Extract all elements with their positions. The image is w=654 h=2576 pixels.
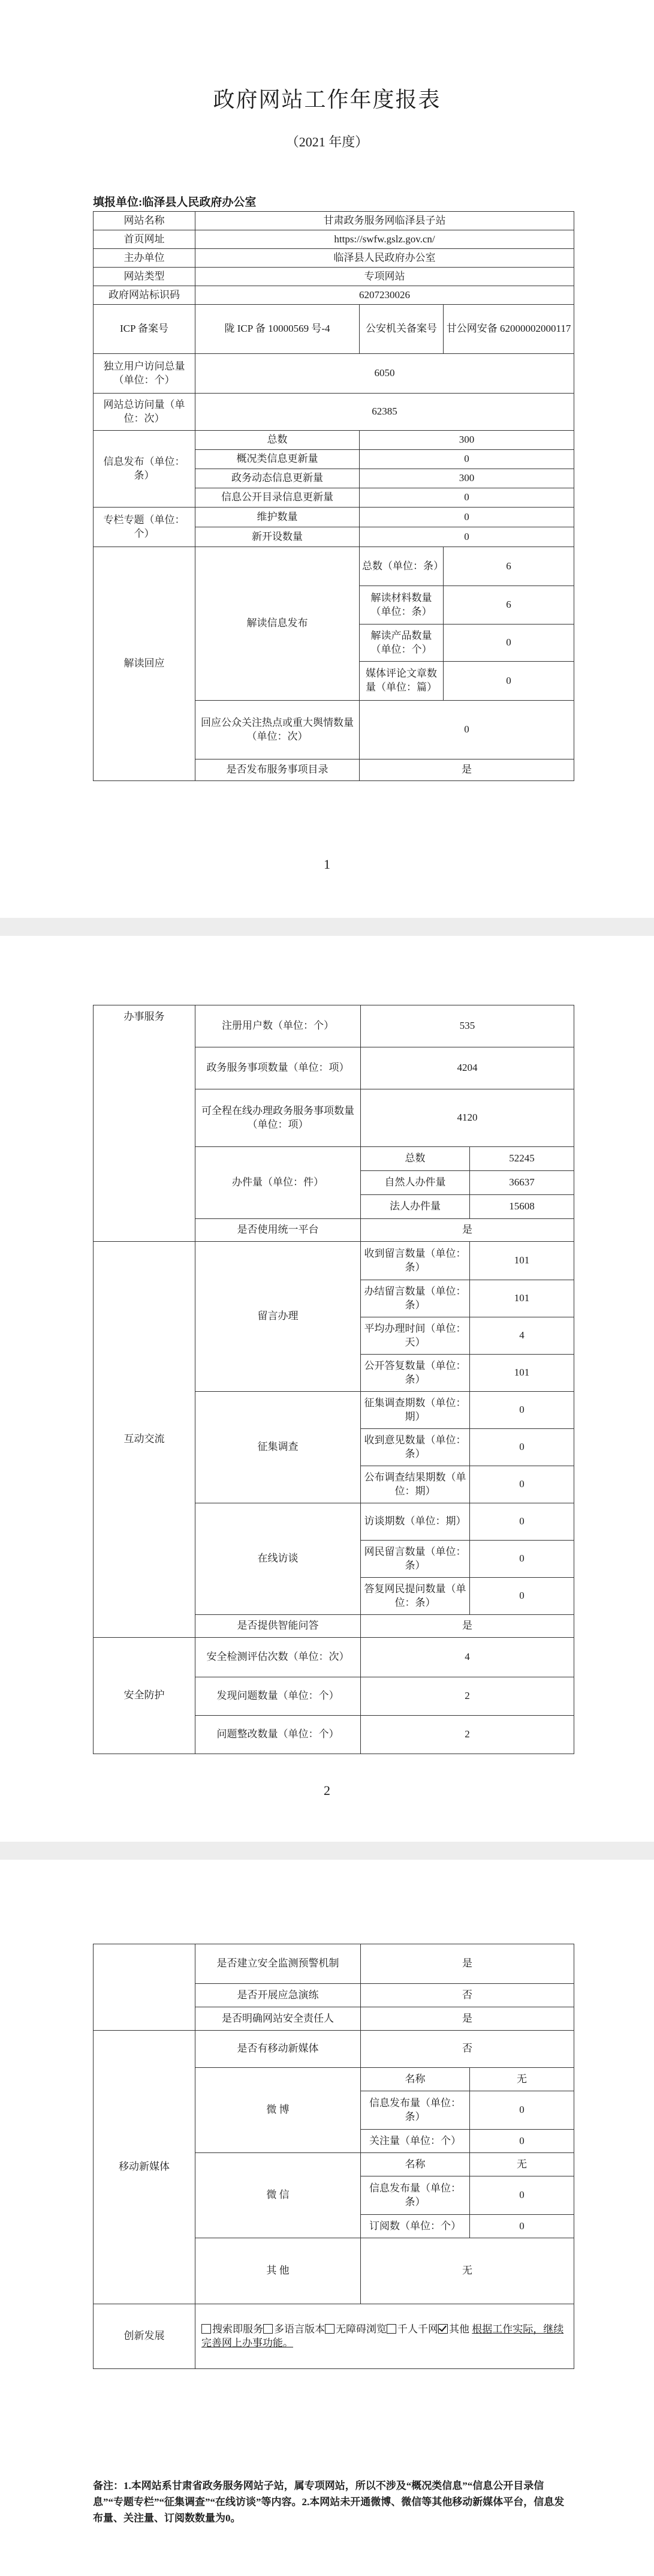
- value-cell: 否: [361, 2031, 574, 2068]
- reporting-unit: 填报单位:临泽县人民政府办公室: [93, 196, 257, 209]
- value-cell: 临泽县人民政府办公室: [195, 249, 574, 268]
- table-row: [94, 2031, 574, 2068]
- label-cell: 主办单位: [94, 249, 195, 268]
- table-row: [94, 508, 574, 527]
- value-cell: 0: [444, 662, 574, 701]
- label-cell: 新开设数量: [195, 527, 360, 547]
- value-cell: 甘肃政务服务网临泽县子站: [195, 212, 574, 230]
- value-cell: 甘公网安备 62000002000117: [444, 305, 574, 354]
- checkbox-icon[interactable]: [325, 2324, 334, 2334]
- basic-info-table: [93, 211, 574, 781]
- page-number: 2: [324, 1783, 330, 1798]
- footnote: 备注：1.本网站系甘肃省政务服务网站子站，属专项网站，所以不涉及“概况类信息”“信息公开目录信息”“专题专栏”“征集调查”“在线访谈”等内容。2.本网站未开通微博、微信等其他移动新媒体平台，信息发布量、关注量、订阅数数量为0。: [93, 2480, 565, 2524]
- option-label: 无障碍浏览: [336, 2323, 387, 2335]
- value-cell: 535: [361, 1005, 574, 1047]
- group-cell: 信息发布（单位：条）: [94, 431, 195, 508]
- value-cell: 101: [470, 1280, 574, 1317]
- label-cell: 政务服务事项数量（单位：项）: [195, 1047, 361, 1089]
- label-cell: 收到意见数量（单位：条）: [361, 1429, 470, 1466]
- option-label: 千人千网: [397, 2323, 438, 2335]
- report-title: 政府网站工作年度报表: [213, 88, 441, 112]
- option-search-service[interactable]: [201, 2323, 263, 2335]
- label-cell: 名称: [361, 2068, 470, 2091]
- value-cell: 是: [361, 1219, 574, 1242]
- value-cell: 无: [470, 2153, 574, 2176]
- value-cell: 是: [361, 2007, 574, 2031]
- value-cell: 0: [470, 1429, 574, 1466]
- label-cell: 公安机关备案号: [360, 305, 444, 354]
- value-cell: 4120: [361, 1089, 574, 1147]
- label-cell: 回应公众关注热点或重大舆情数量（单位：次）: [195, 701, 360, 759]
- value-cell: 0: [360, 701, 574, 759]
- label-cell: 媒体评论文章数量（单位：篇）: [360, 662, 444, 701]
- label-cell: 公开答复数量（单位：条）: [361, 1355, 470, 1392]
- label-cell: 概况类信息更新量: [195, 450, 360, 469]
- label-cell: 安全检测评估次数（单位：次）: [195, 1638, 361, 1677]
- value-cell: 300: [360, 469, 574, 488]
- label-cell: 独立用户访问总量（单位：个）: [94, 354, 195, 394]
- value-cell: 4: [470, 1317, 574, 1355]
- group-cell: 创新发展: [94, 2304, 195, 2369]
- label-cell: 公布调查结果期数（单位：期）: [361, 1466, 470, 1503]
- value-cell: 36637: [470, 1171, 574, 1195]
- innovation-text: 根据工作实际，继续完善网上办事功能。: [201, 2323, 564, 2349]
- option-other[interactable]: [438, 2323, 469, 2335]
- option-label: 其他: [449, 2323, 469, 2335]
- option-label: 搜索即服务: [212, 2323, 263, 2335]
- label-cell: 信息公开目录信息更新量: [195, 488, 360, 508]
- value-cell: 0: [470, 1466, 574, 1503]
- group-cell: [94, 1944, 195, 2031]
- checkbox-icon[interactable]: [387, 2324, 396, 2334]
- value-cell: 6: [444, 547, 574, 586]
- checkbox-icon[interactable]: [201, 2324, 211, 2334]
- group-cell: 互动交流: [94, 1242, 195, 1638]
- label-cell: 是否发布服务事项目录: [195, 759, 360, 781]
- report-page-3: [0, 1860, 654, 2576]
- label-cell: 是否使用统一平台: [195, 1219, 361, 1242]
- label-cell: 访谈期数（单位：期）: [361, 1503, 470, 1541]
- value-cell: 62385: [195, 394, 574, 431]
- label-cell: 订阅数（单位：个）: [361, 2215, 470, 2238]
- value-cell: 0: [444, 625, 574, 662]
- label-cell: 征集调查期数（单位：期）: [361, 1392, 470, 1429]
- table-row: [94, 2304, 574, 2369]
- table-row: [94, 1242, 574, 1280]
- innovation-options: [195, 2304, 574, 2369]
- label-cell: 问题整改数量（单位：个）: [195, 1716, 361, 1754]
- label-cell: 政府网站标识码: [94, 286, 195, 305]
- label-cell: 解读材料数量（单位：条）: [360, 586, 444, 625]
- value-cell: 0: [360, 527, 574, 547]
- label-cell: 关注量（单位：个）: [361, 2130, 470, 2153]
- label-cell: 发现问题数量（单位：个）: [195, 1677, 361, 1716]
- label-cell: 名称: [361, 2153, 470, 2176]
- value-cell: 0: [360, 450, 574, 469]
- value-cell: 6207230026: [195, 286, 574, 305]
- page-separator: [0, 918, 654, 936]
- table-row: [94, 1944, 574, 1984]
- group-cell: 专栏专题（单位：个）: [94, 508, 195, 547]
- value-cell: 0: [470, 1503, 574, 1541]
- label-cell: ICP 备案号: [94, 305, 195, 354]
- label-cell: 是否明确网站安全责任人: [195, 2007, 361, 2031]
- subgroup-cell: 微 博: [195, 2068, 361, 2153]
- label-cell: 其 他: [195, 2238, 361, 2304]
- value-cell: 4: [361, 1638, 574, 1677]
- table-row: [94, 212, 574, 230]
- value-cell: 4204: [361, 1047, 574, 1089]
- value-cell: 0: [360, 508, 574, 527]
- value-cell: 0: [470, 1578, 574, 1615]
- report-page-2: [0, 936, 654, 1842]
- value-cell: 0: [470, 2130, 574, 2153]
- value-cell: 6050: [195, 354, 574, 394]
- checkbox-icon[interactable]: [263, 2324, 273, 2334]
- table-row: [94, 431, 574, 450]
- value-cell: 是: [360, 759, 574, 781]
- label-cell: 是否有移动新媒体: [195, 2031, 361, 2068]
- table-row: [94, 394, 574, 431]
- label-cell: 答复网民提问数量（单位：条）: [361, 1578, 470, 1615]
- label-cell: 解读产品数量（单位：个）: [360, 625, 444, 662]
- group-cell: 解读回应: [94, 547, 195, 781]
- table-row: [94, 354, 574, 394]
- label-cell: 办结留言数量（单位：条）: [361, 1280, 470, 1317]
- table-row: [94, 305, 574, 354]
- value-cell: 0: [470, 1541, 574, 1578]
- table-row: [94, 547, 574, 586]
- table-row: [94, 249, 574, 268]
- subgroup-cell: 微 信: [195, 2153, 361, 2238]
- value-cell: 0: [470, 2215, 574, 2238]
- subgroup-cell: 留言办理: [195, 1242, 361, 1392]
- value-cell: 0: [470, 2176, 574, 2215]
- checkbox-checked-icon[interactable]: [438, 2324, 448, 2334]
- table-row: [94, 1638, 574, 1677]
- label-cell: 收到留言数量（单位：条）: [361, 1242, 470, 1280]
- security-media-table: [93, 1944, 574, 2369]
- value-cell: 52245: [470, 1147, 574, 1171]
- subgroup-cell: 在线访谈: [195, 1503, 361, 1615]
- label-cell: 是否提供智能问答: [195, 1615, 361, 1638]
- value-cell: 0: [470, 1392, 574, 1429]
- label-cell: 总数: [195, 431, 360, 450]
- page-number: 1: [324, 857, 330, 872]
- table-row: [94, 230, 574, 249]
- label-cell: 总数: [361, 1147, 470, 1171]
- label-cell: 网站名称: [94, 212, 195, 230]
- label-cell: 信息发布量（单位：条）: [361, 2176, 470, 2215]
- value-cell: 否: [361, 1984, 574, 2007]
- label-cell: 网站总访问量（单位：次）: [94, 394, 195, 431]
- label-cell: 首页网址: [94, 230, 195, 249]
- value-cell: 陇 ICP 备 10000569 号-4: [195, 305, 360, 354]
- group-cell: 安全防护: [94, 1638, 195, 1754]
- value-cell: 101: [470, 1242, 574, 1280]
- label-cell: 网站类型: [94, 268, 195, 286]
- label-cell: 是否开展应急演练: [195, 1984, 361, 2007]
- service-table: [93, 1005, 574, 1754]
- value-cell: 15608: [470, 1195, 574, 1219]
- label-cell: 总数（单位：条）: [360, 547, 444, 586]
- label-cell: 法人办件量: [361, 1195, 470, 1219]
- label-cell: 网民留言数量（单位：条）: [361, 1541, 470, 1578]
- option-accessibility[interactable]: [325, 2323, 387, 2335]
- group-cell: 移动新媒体: [94, 2031, 195, 2304]
- label-cell: 政务动态信息更新量: [195, 469, 360, 488]
- value-cell: 300: [360, 431, 574, 450]
- table-row: [94, 286, 574, 305]
- value-cell: 0: [470, 2091, 574, 2130]
- label-cell: 信息发布量（单位：条）: [361, 2091, 470, 2130]
- group-cell: 办事服务: [94, 1005, 195, 1242]
- value-cell: 0: [360, 488, 574, 508]
- page-separator: [0, 1842, 654, 1860]
- value-cell: 是: [361, 1944, 574, 1984]
- label-cell: 维护数量: [195, 508, 360, 527]
- value-cell: 无: [470, 2068, 574, 2091]
- label-cell: 注册用户数（单位：个）: [195, 1005, 361, 1047]
- subgroup-cell: 征集调查: [195, 1392, 361, 1503]
- label-cell: 是否建立安全监测预警机制: [195, 1944, 361, 1984]
- home-url-link[interactable]: https://swfw.gslz.gov.cn/: [195, 230, 574, 249]
- option-label: 多语言版本: [274, 2323, 325, 2335]
- table-row: [94, 268, 574, 286]
- value-cell: 专项网站: [195, 268, 574, 286]
- label-cell: 自然人办件量: [361, 1171, 470, 1195]
- report-year: （2021 年度）: [285, 134, 369, 149]
- value-cell: 是: [361, 1615, 574, 1638]
- value-cell: 无: [361, 2238, 574, 2304]
- subgroup-cell: 办件量（单位：件）: [195, 1147, 361, 1219]
- report-page-1: [0, 0, 654, 918]
- value-cell: 101: [470, 1355, 574, 1392]
- label-cell: 平均办理时间（单位：天）: [361, 1317, 470, 1355]
- value-cell: 2: [361, 1716, 574, 1754]
- option-personalized[interactable]: [387, 2323, 438, 2335]
- value-cell: 6: [444, 586, 574, 625]
- label-cell: 可全程在线办理政务服务事项数量（单位：项）: [195, 1089, 361, 1147]
- subgroup-cell: 解读信息发布: [195, 547, 360, 701]
- option-multilang[interactable]: [263, 2323, 325, 2335]
- value-cell: 2: [361, 1677, 574, 1716]
- table-row: [94, 1005, 574, 1047]
